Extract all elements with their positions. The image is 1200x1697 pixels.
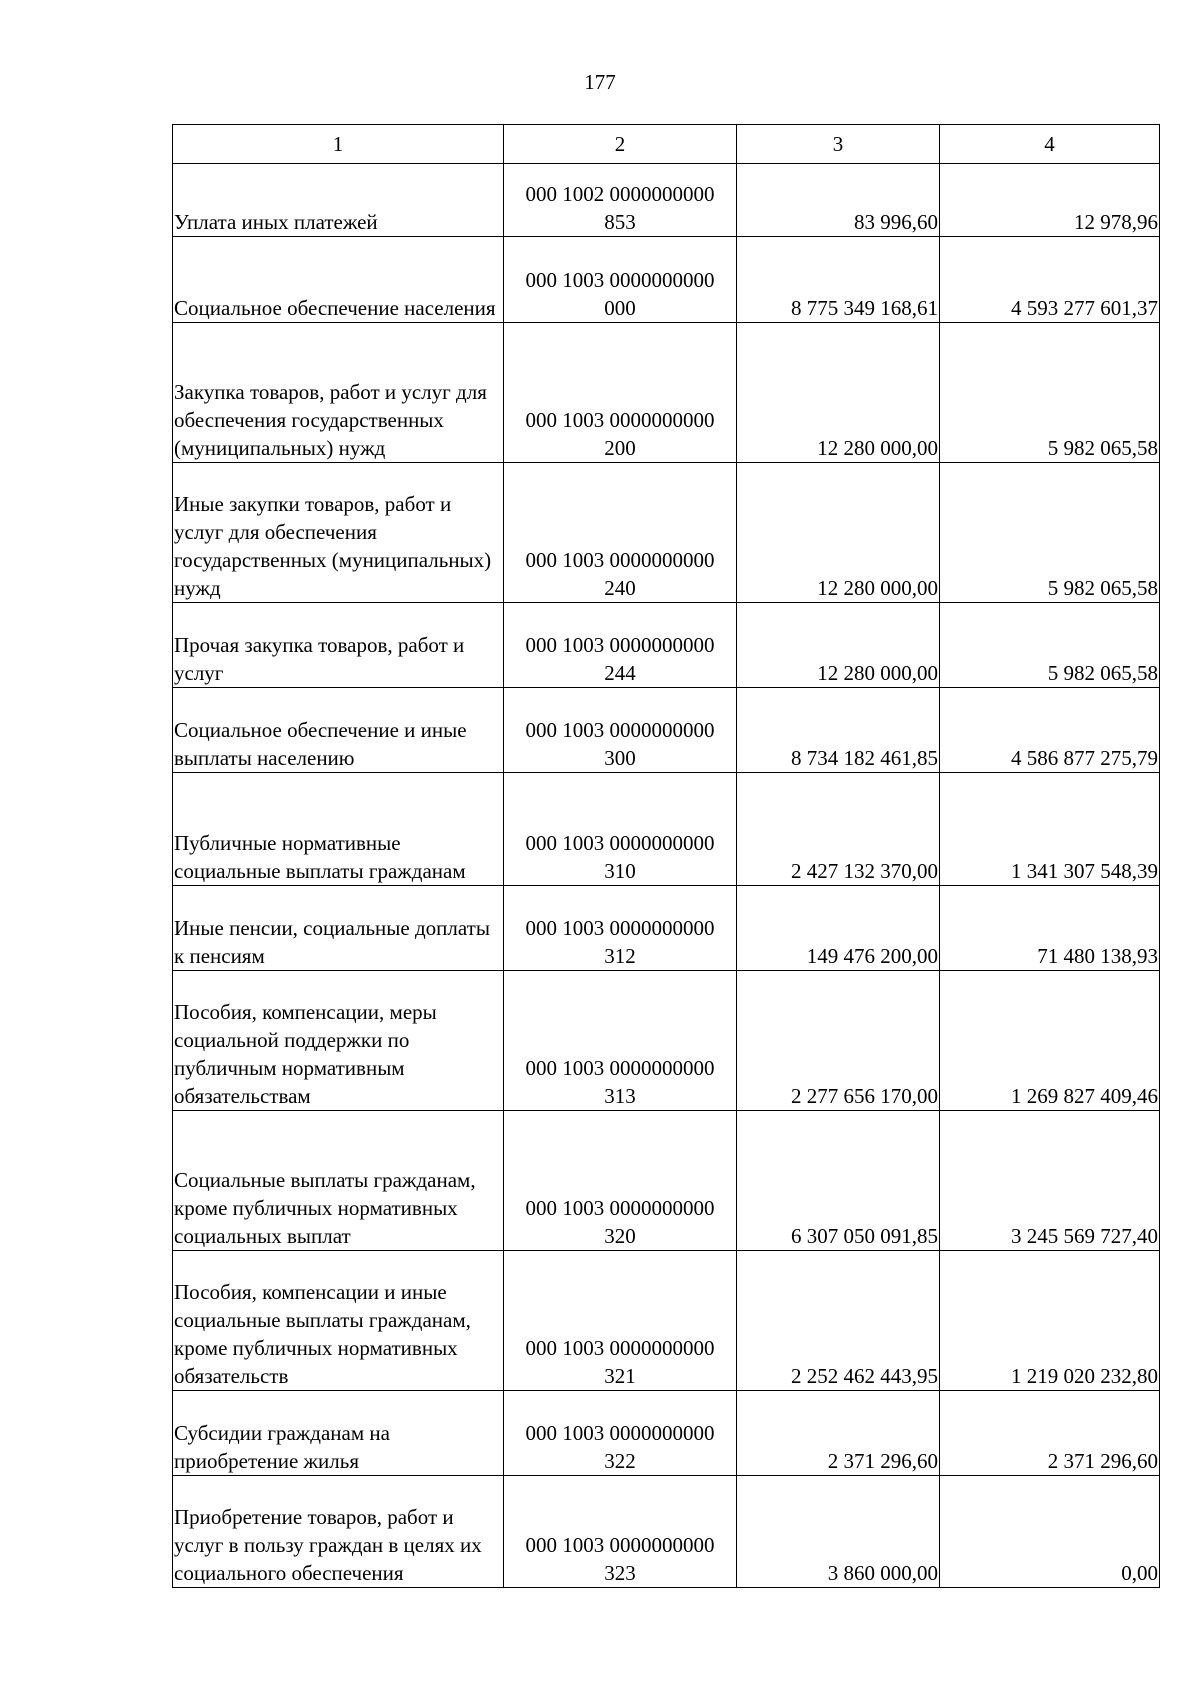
row-name: Субсидии гражданам на приобретение жилья	[173, 1391, 504, 1476]
row-value-col3: 8 775 349 168,61	[737, 237, 940, 323]
code-line-1: 000 1003 0000000000	[525, 1421, 715, 1445]
row-value-col4: 4 593 277 601,37	[940, 237, 1160, 323]
row-code	[504, 886, 737, 971]
row-value-col3: 3 860 000,00	[737, 1476, 940, 1588]
row-name: Пособия, компенсации и иные социальные выплаты гражданам, кроме публичных нормативных обязательств	[173, 1251, 504, 1391]
row-value-col4: 1 341 307 548,39	[940, 773, 1160, 886]
code-line-2: 313	[604, 1084, 636, 1108]
row-name: Социальные выплаты гражданам, кроме публичных нормативных социальных выплат	[173, 1111, 504, 1251]
header-cell: 3	[737, 125, 940, 164]
row-code	[504, 164, 737, 237]
row-value-col4: 1 219 020 232,80	[940, 1251, 1160, 1391]
code-line-2: 312	[604, 944, 636, 968]
table-row	[173, 886, 1160, 971]
row-code	[504, 1251, 737, 1391]
row-value-col3: 2 371 296,60	[737, 1391, 940, 1476]
code-line-2: 200	[604, 436, 636, 460]
row-value-col3: 12 280 000,00	[737, 323, 940, 463]
row-value-col3: 6 307 050 091,85	[737, 1111, 940, 1251]
row-value-col3: 2 252 462 443,95	[737, 1251, 940, 1391]
row-value-col3: 2 427 132 370,00	[737, 773, 940, 886]
table-row	[173, 237, 1160, 323]
row-value-col3: 8 734 182 461,85	[737, 688, 940, 773]
row-name: Закупка товаров, работ и услуг для обеспечения государственных (муниципальных) нужд	[173, 323, 504, 463]
row-code	[504, 1476, 737, 1588]
row-value-col4: 71 480 138,93	[940, 886, 1160, 971]
row-value-col3: 149 476 200,00	[737, 886, 940, 971]
code-line-1: 000 1003 0000000000	[525, 1533, 715, 1557]
row-name: Иные закупки товаров, работ и услуг для обеспечения государственных (муниципальных) нужд	[173, 463, 504, 603]
table-header-row	[173, 125, 1160, 164]
table-row	[173, 164, 1160, 237]
header-cell: 4	[940, 125, 1160, 164]
row-code	[504, 1111, 737, 1251]
table-row	[173, 1476, 1160, 1588]
row-code	[504, 773, 737, 886]
row-code	[504, 1391, 737, 1476]
row-code	[504, 463, 737, 603]
code-line-1: 000 1003 0000000000	[525, 1196, 715, 1220]
row-value-col4: 12 978,96	[940, 164, 1160, 237]
code-line-2: 000	[604, 296, 636, 320]
row-code	[504, 603, 737, 688]
code-line-1: 000 1003 0000000000	[525, 268, 715, 292]
table-row	[173, 603, 1160, 688]
row-value-col4: 2 371 296,60	[940, 1391, 1160, 1476]
code-line-1: 000 1003 0000000000	[525, 831, 715, 855]
row-name: Социальное обеспечение населения	[173, 237, 504, 323]
table-row	[173, 1391, 1160, 1476]
row-value-col4: 4 586 877 275,79	[940, 688, 1160, 773]
row-value-col4: 5 982 065,58	[940, 603, 1160, 688]
row-name: Пособия, компенсации, меры социальной поддержки по публичным нормативным обязательствам	[173, 971, 504, 1111]
row-name: Уплата иных платежей	[173, 164, 504, 237]
code-line-1: 000 1003 0000000000	[525, 1056, 715, 1080]
page-number: 177	[584, 70, 616, 94]
row-value-col4: 0,00	[940, 1476, 1160, 1588]
row-name: Прочая закупка товаров, работ и услуг	[173, 603, 504, 688]
table-row	[173, 323, 1160, 463]
row-value-col4: 1 269 827 409,46	[940, 971, 1160, 1111]
row-code	[504, 237, 737, 323]
row-value-col4: 5 982 065,58	[940, 323, 1160, 463]
code-line-1: 000 1003 0000000000	[525, 718, 715, 742]
code-line-1: 000 1003 0000000000	[525, 1336, 715, 1360]
row-name: Социальное обеспечение и иные выплаты населению	[173, 688, 504, 773]
row-value-col3: 12 280 000,00	[737, 603, 940, 688]
code-line-1: 000 1003 0000000000	[525, 408, 715, 432]
header-cell: 2	[504, 125, 737, 164]
code-line-2: 310	[604, 859, 636, 883]
code-line-2: 322	[604, 1449, 636, 1473]
code-line-2: 300	[604, 746, 636, 770]
code-line-2: 323	[604, 1561, 636, 1585]
table-row	[173, 688, 1160, 773]
row-name: Публичные нормативные социальные выплаты гражданам	[173, 773, 504, 886]
code-line-2: 240	[604, 576, 636, 600]
row-code	[504, 971, 737, 1111]
row-value-col3: 83 996,60	[737, 164, 940, 237]
row-value-col4: 5 982 065,58	[940, 463, 1160, 603]
row-name: Иные пенсии, социальные доплаты к пенсиям	[173, 886, 504, 971]
table-row	[173, 971, 1160, 1111]
table-row	[173, 1111, 1160, 1251]
table-row	[173, 773, 1160, 886]
code-line-1: 000 1003 0000000000	[525, 916, 715, 940]
code-line-2: 320	[604, 1224, 636, 1248]
row-value-col3: 12 280 000,00	[737, 463, 940, 603]
row-code	[504, 688, 737, 773]
row-value-col3: 2 277 656 170,00	[737, 971, 940, 1111]
code-line-2: 321	[604, 1364, 636, 1388]
code-line-1: 000 1003 0000000000	[525, 633, 715, 657]
header-cell: 1	[173, 125, 504, 164]
row-code	[504, 323, 737, 463]
budget-table	[172, 124, 1160, 1588]
code-line-2: 244	[604, 661, 636, 685]
row-name: Приобретение товаров, работ и услуг в пользу граждан в целях их социального обеспечения	[173, 1476, 504, 1588]
row-value-col4: 3 245 569 727,40	[940, 1111, 1160, 1251]
code-line-1: 000 1002 0000000000	[525, 182, 715, 206]
table-row	[173, 1251, 1160, 1391]
code-line-2: 853	[604, 210, 636, 234]
table-row	[173, 463, 1160, 603]
code-line-1: 000 1003 0000000000	[525, 548, 715, 572]
